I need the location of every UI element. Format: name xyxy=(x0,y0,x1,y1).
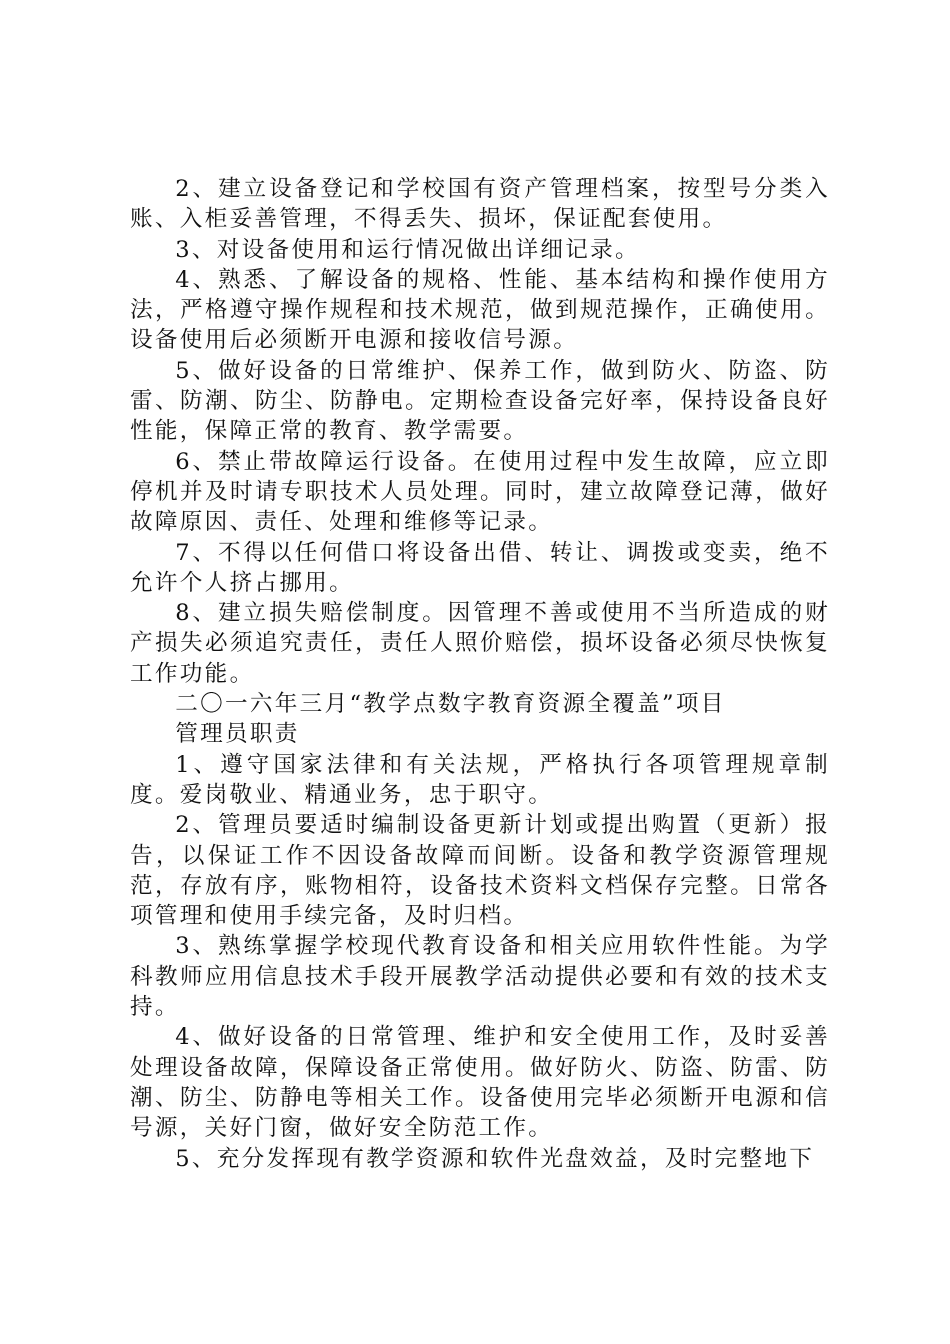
date-project-line: 二〇一六年三月“教学点数字教育资源全覆盖”项目 xyxy=(175,691,726,718)
clause-5-maintenance: 5、做好设备的日常维护、保养工作，做到防火、防盗、防雷、防潮、防尘、防静电。定期检查设备完好率，保持设备良好性能，保障正常的教育、教学需要。 xyxy=(130,357,830,445)
duty-4-safety: 4、做好设备的日常管理、维护和安全使用工作，及时妥善处理设备故障，保障设备正常使用。做好防火、防盗、防雷、防潮、防尘、防静电等相关工作。设备使用完毕必须断开电源和信号源，关好门窗，做好安全防范工作。 xyxy=(130,1024,830,1142)
duty-5-resources: 5、充分发挥现有教学资源和软件光盘效益，及时完整地下 xyxy=(175,1145,815,1172)
duty-3-technical-support: 3、熟练掌握学校现代教育设备和相关应用软件性能。为学科教师应用信息技术手段开展教学活动提供必要和有效的技术支持。 xyxy=(130,933,830,1021)
duty-2-planning: 2、管理员要适时编制设备更新计划或提出购置（更新）报告，以保证工作不因设备故障而间断。设备和教学资源管理规范，存放有序，账物相符，设备技术资料文档保存完整。日常各项管理和使用手续完备，及时归档。 xyxy=(130,812,830,930)
clause-4-specifications: 4、熟悉、了解设备的规格、性能、基本结构和操作使用方法，严格遵守操作规程和技术规范，做到规范操作，正确使用。设备使用后必须断开电源和接收信号源。 xyxy=(130,266,830,354)
clause-7-no-lending: 7、不得以任何借口将设备出借、转让、调拨或变卖，绝不允许个人挤占挪用。 xyxy=(130,539,830,596)
clause-8-compensation: 8、建立损失赔偿制度。因管理不善或使用不当所造成的财产损失必须追究责任，责任人照价赔偿，损坏设备必须尽快恢复工作功能。 xyxy=(130,600,830,687)
section-heading-admin-duties: 管理员职责 xyxy=(175,721,300,748)
clause-3-usage-records: 3、对设备使用和运行情况做出详细记录。 xyxy=(175,236,640,263)
duty-1-compliance: 1、遵守国家法律和有关法规，严格执行各项管理规章制度。爱岗敬业、精通业务，忠于职守。 xyxy=(130,751,830,808)
clause-6-fault-handling: 6、禁止带故障运行设备。在使用过程中发生故障，应立即停机并及时请专职技术人员处理。同时，建立故障登记薄，做好故障原因、责任、处理和维修等记录。 xyxy=(130,448,830,536)
clause-2-asset-registration: 2、建立设备登记和学校国有资产管理档案，按型号分类入账、入柜妥善管理，不得丢失、损坏，保证配套使用。 xyxy=(130,176,830,233)
document-page xyxy=(130,174,830,1174)
